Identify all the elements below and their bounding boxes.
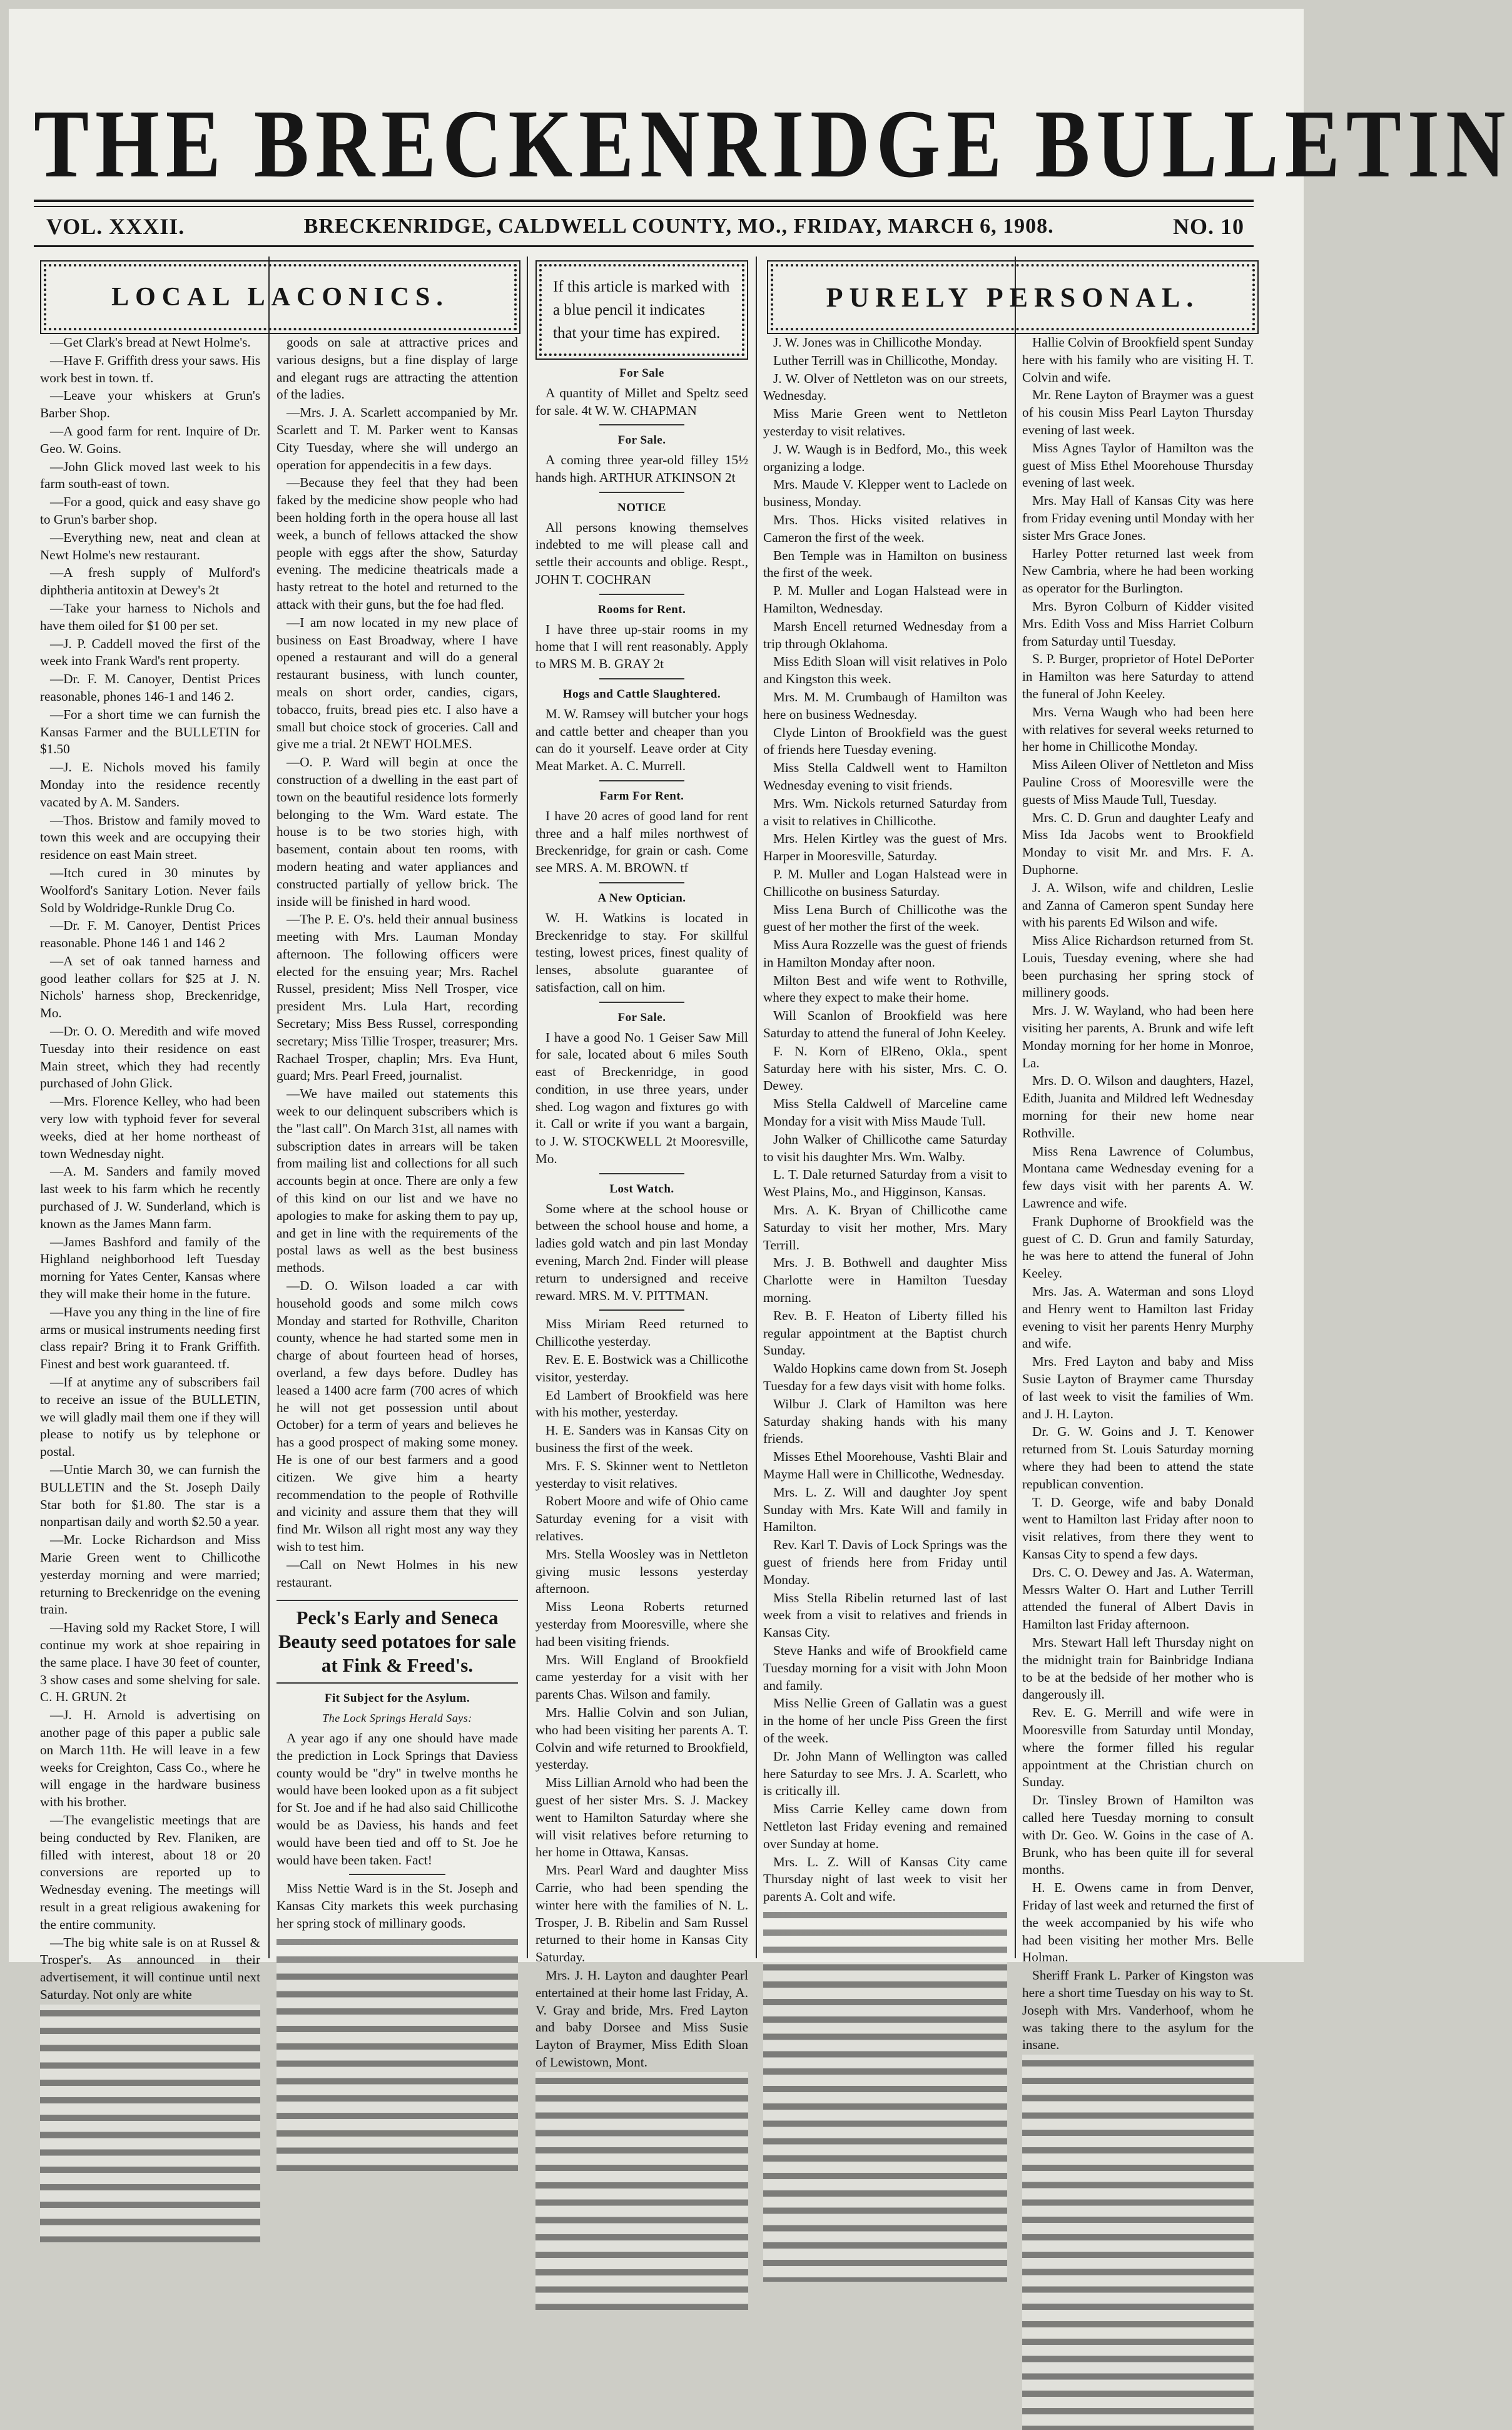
ad-headline: For Sale. [617,1010,666,1024]
potato-advertisement: Peck's Early and Seneca Beauty seed potatoes for sale at Fink & Freed's. [277,1600,518,1684]
news-item: S. P. Burger, proprietor of Hotel DePorter in Hamilton was here Saturday to attend the funeral of John Keeley. [1022,651,1254,701]
article-source: The Lock Springs Herald Says: [322,1712,472,1725]
ad-text: I have three up-stair rooms in my home that I will rent reasonably. Apply to MRS M. B. GRAY 2t [535,621,748,672]
illegible-text-block [763,1906,1007,2282]
news-item: P. M. Muller and Logan Halstead were in Hamilton, Wednesday. [763,583,1007,616]
news-item: —We have mailed out statements this week to our delinquent subscribers which is the "last call". On March 31st, all names with subscription dates in arrears will be taken from mailing list and collections for all such accounts begin at once. There are only a few of this kind on our list and we have no apologies to make for asking them to pay up, and get in line with the requirements of the postal laws as well as the best business methods. [277,1086,518,1276]
ad-text: W. H. Watkins is located in Breckenridge to stay. For skillful testing, lowest prices, finest quality of lenses, absolute guarantee of satisfaction, call on him. [535,910,748,995]
separator-rule [599,678,684,679]
news-item: J. W. Olver of Nettleton was on our streets, Wednesday. [763,370,1007,404]
news-item: Luther Terrill was in Chillicothe, Monday. [773,352,998,368]
news-item: John Walker of Chillicothe came Saturday to visit his daughter Mrs. Wm. Walby. [763,1131,1007,1164]
news-item: Ben Temple was in Hamilton on business the first of the week. [763,547,1007,581]
news-item: Marsh Encell returned Wednesday from a trip through Oklahoma. [763,618,1007,651]
news-item: —Have F. Griffith dress your saws. His work best in town. tf. [40,352,260,385]
masthead-rule [34,206,1254,207]
news-items [277,334,518,1591]
news-item: L. T. Dale returned Saturday from a visit to West Plains, Mo., and Higginson, Kansas. [763,1167,1007,1200]
news-item: —James Bashford and family of the Highland neighborhood left Tuesday morning for Yates Center, Kansas where they will make their home in the future. [40,1234,260,1302]
masthead-rule [34,200,1254,202]
news-item: —The P. E. O's. held their annual business meeting with Mrs. Lauman Monday afternoon. The following officers were elected for the ensuing year; Mrs. Rachel Russel, president; Miss Nell Trosper, vice president Mrs. Lula Hart, recording Secretary; Miss Bess Russel, corresponding secretary; Miss Tillie Trosper, treasurer; Mrs. Rachael Trosper, chaplin; Mrs. Eva Hunt, guard; Mrs. Pearl Freed, journalist. [277,912,518,1084]
news-item: P. M. Muller and Logan Halstead were in Chillicothe on business Saturday. [763,866,1007,899]
ad-headline: For Sale [619,367,664,380]
news-item: Milton Best and wife went to Rothville, where they expect to make their home. [763,972,1007,1005]
ad-headline: Hogs and Cattle Slaughtered. [562,687,721,701]
column-local-1 [40,334,260,2002]
news-item: —For a short time we can furnish the Kansas Farmer and the BULLETIN for $1.50 [40,706,260,757]
subscription-notice-box: If this article is marked with a blue pencil it indicates that your time has expired. [539,264,744,356]
news-item: —Dr. F. M. Canoyer, Dentist Prices reasonable. Phone 146 1 and 146 2 [40,918,260,951]
news-item: —Have you any thing in the line of fire arms or musical instruments needing first class repair? Bring it to Frank Griffith. Finest and best work guaranteed. tf. [40,1304,260,1372]
news-item: —The evangelistic meetings that are being conducted by Rev. Flaniken, are filled with interest, about 18 or 20 conversions are reported up to Wednesday evening. The meetings will result in a great religious awakening for the entire community. [40,1812,260,1932]
news-item: —Mrs. J. A. Scarlett accompanied by Mr. Scarlett and T. M. Parker went to Kansas City Tuesday, where she will undergo an operation for appendecitis in a few days. [277,405,518,472]
separator-rule [599,492,684,493]
news-item: Dr. John Mann of Wellington was called here Saturday to see Mrs. J. A. Scarlett, who is critically ill. [763,1748,1007,1799]
ad-text: I have a good No. 1 Geiser Saw Mill for sale, located about 6 miles South east of Breckenridge, in good condition, in use three years, under shed. Log wagon and fixtures go with it. Call or write if you want a bargain, to J. W. STOCKWELL 2t Mooresville, Mo. [535,1029,748,1167]
news-item: Miss Nettie Ward is in the St. Joseph and Kansas City markets this week purchasing her spring stock of millinary goods. [277,1881,518,1931]
news-item: Misses Ethel Moorehouse, Vashti Blair and Mayme Hall were in Chillicothe, Wednesday. [763,1449,1007,1482]
news-item: Mrs. Pearl Ward and daughter Miss Carrie, who had been spending the winter here with the families of N. L. Trosper, J. B. Ribelin and Sam Russel returned to their home in Kansas City Saturday. [535,1863,748,1965]
news-item: Waldo Hopkins came down from St. Joseph Tuesday for a few days visit with home folks. [763,1361,1007,1394]
news-item: —If at anytime any of subscribers fail to receive an issue of the BULLETIN, we will gladly mail them one if they will please to notify us by telephone or postal. [40,1375,260,1460]
news-item: J. W. Waugh is in Bedford, Mo., this week organizing a lodge. [763,441,1007,474]
separator-rule [599,1309,684,1311]
news-item: —O. P. Ward will begin at once the construction of a dwelling in the east part of town on the beautiful residence lots formerly belonging to the Wm. Ward estate. The house is to be two stories high, with basement, contain about ten rooms, with modern heating and water appliances and constructed partially of yellow brick. The inside will be finished in hard wood. [277,755,518,909]
ad-headline: Farm For Rent. [599,789,684,803]
news-item: —The big white sale is on at Russel & Trosper's. As announced in their advertisement, it will continue until next Saturday. Not only are white [40,1934,260,2002]
separator-rule [599,780,684,781]
news-item: Miss Stella Ribelin returned last of last week from a visit to relatives and friends in Kansas City. [763,1590,1007,1640]
news-item: Mrs. Maude V. Klepper went to Laclede on business, Monday. [763,477,1007,510]
news-item: —Leave your whiskers at Grun's Barber Shop. [40,388,260,421]
column-personal-1 [763,334,1007,1958]
news-item: Mrs. Fred Layton and baby and Miss Susie Layton of Braymer came Thursday of last week to visit the families of Wm. and J. H. Layton. [1022,1354,1254,1421]
illegible-text-block [277,1933,518,2171]
news-items [1022,334,1254,2054]
news-item: Mrs. Wm. Nickols returned Saturday from a visit to relatives in Chillicothe. [763,795,1007,828]
separator-rule [349,1874,445,1875]
ad-text: I have 20 acres of good land for rent three and a half miles northwest of Breckenridge, for grain or cash. Come see MRS. A. M. BROWN. tf [535,808,748,876]
masthead-rule [34,245,1254,247]
ad-headline: For Sale. [617,434,666,447]
news-item: —For a good, quick and easy shave go to Grun's barber shop. [40,494,260,527]
news-item: Miss Edith Sloan will visit relatives in Polo and Kingston this week. [763,654,1007,687]
place-and-date: BRECKENRIDGE, CALDWELL COUNTY, MO., FRIDAY, MARCH 6, 1908. [303,215,1054,238]
news-items [763,334,1007,1906]
news-item: Mrs. A. K. Bryan of Chillicothe came Saturday to visit her mother, Mrs. Mary Terrill. [763,1202,1007,1253]
separator-rule [599,1173,684,1174]
news-item: Mrs. Stella Woosley was in Nettleton giving music lessons yesterday afternoon. [535,1546,748,1597]
news-item: Miss Aileen Oliver of Nettleton and Miss Pauline Cross of Mooresville were the guests of Miss Maude Tull, Tuesday. [1022,757,1254,807]
news-item: H. E. Sanders was in Kansas City on business the first of the week. [535,1423,748,1456]
news-item: Frank Duphorne of Brookfield was the guest of C. D. Grun and family Saturday, he was here to attend the funeral of John Keeley. [1022,1213,1254,1281]
news-item: Mrs. Verna Waugh who had been here with relatives for several weeks returned to her home in Chillicothe Monday. [1022,704,1254,755]
section-heading-text: PURELY PERSONAL. [826,282,1200,313]
news-item: Rev. Karl T. Davis of Lock Springs was the guest of friends here from Friday until Monday. [763,1537,1007,1587]
news-item: Mrs. Helen Kirtley was the guest of Mrs. Harper in Mooresville, Saturday. [763,831,1007,864]
news-item: Miss Lillian Arnold who had been the guest of her sister Mrs. S. J. Mackey went to Hamilton Saturday where she will visit relatives before returning to her home in Ottawa, Kansas. [535,1775,748,1860]
news-item: Rev. E. E. Bostwick was a Chillicothe visitor, yesterday. [535,1352,748,1385]
issue-number: NO. 10 [1173,214,1244,239]
section-heading-text: LOCAL LACONICS. [111,283,449,312]
news-item: —Because they feel that they had been faked by the medicine show people who had been holding forth in the opera house all last week, a bunch of fellows attacked the show people with eggs after the show, Saturday evening. The medicine theatricals made a hasty retreat to the hotel and returned to the attack with their guns, but the foe had fled. [277,475,518,612]
news-item: —Itch cured in 30 minutes by Woolford's Sanitary Lotion. Never fails Sold by Woldridge-Runkle Drug Co. [40,865,260,915]
ad-text: A coming three year-old filley 15½ hands high. ARTHUR ATKINSON 2t [535,452,748,485]
news-item: —J. H. Arnold is advertising on another page of this paper a public sale on March 11th. He will leave in a few weeks for Creighton, Cass Co., where he will engage in the hardware business with his brother. [40,1707,260,1810]
news-items [535,1316,748,2071]
news-item: Mrs. J. B. Bothwell and daughter Miss Charlotte were in Hamilton Tuesday morning. [763,1255,1007,1306]
news-item: Miss Alice Richardson returned from St. Louis, Tuesday evening, where she had been purchasing her spring stock of millinery goods. [1022,933,1254,1000]
news-item: —J. P. Caddell moved the first of the week into Frank Ward's rent property. [40,636,260,669]
column-rule [268,257,270,1958]
news-item: —A. M. Sanders and family moved last week to his farm which he recently purchased of J. W. Sunderland, which is known as the James Mann farm. [40,1164,260,1231]
article-text: A year ago if any one should have made the prediction in Lock Springs that Daviess county would be "dry" in twelve months he would have been looked upon as a fit subject for St. Joe and if he had also said Chillicothe would be as Daviess, his hands and feet would have been tied and off to St. Joe he would have been taken. Fact! [277,1730,518,1868]
ad-text: All persons knowing themselves indebted to me will please call and settle their accounts and oblige. Respt., JOHN T. COCHRAN [535,519,748,587]
column-local-2 [277,334,518,1958]
news-item: Mrs. D. O. Wilson and daughters, Hazel, Edith, Juanita and Mildred left Wednesday morning for their new home near Rothville. [1022,1073,1254,1141]
news-item: Mrs. F. S. Skinner went to Nettleton yesterday to visit relatives. [535,1458,748,1491]
dateline [46,210,1244,243]
news-item: Rev. E. G. Merrill and wife were in Mooresville from Saturday until Monday, where the former filled his regular appointment at the Christian church on Sunday. [1022,1705,1254,1790]
news-item: Steve Hanks and wife of Brookfield came Tuesday morning for a visit with John Moon and family. [763,1642,1007,1693]
separator-rule [599,424,684,425]
column-rule [756,257,757,1958]
news-item: —Having sold my Racket Store, I will continue my work at shoe repairing in the same place. I have 30 feet of counter, 3 show cases and some shelving for sale. C. H. GRUN. 2t [40,1620,260,1705]
separator-rule [599,882,684,883]
illegible-text-block [1022,2055,1254,2430]
news-item: Harley Potter returned last week from New Cambria, where he had been working as operator for the Burlington. [1022,546,1254,596]
news-item: Dr. Tinsley Brown of Hamilton was called here Tuesday morning to consult with Dr. Geo. W. Goins in the case of A. Brunk, who has been quite ill for several months. [1022,1792,1254,1878]
illegible-text-block [535,2072,748,2310]
news-item: Miss Marie Green went to Nettleton yesterday to visit relatives. [763,406,1007,439]
ad-headline: A New Optician. [597,891,686,905]
news-item: Miss Lena Burch of Chillicothe was the guest of her mother the first of the week. [763,902,1007,935]
column-rule [527,257,528,1958]
ad-headline: Rooms for Rent. [597,602,686,616]
news-item: Miss Aura Rozzelle was the guest of friends in Hamilton Monday after noon. [763,937,1007,970]
volume-number: VOL. XXXII. [46,214,185,239]
news-item: Miss Agnes Taylor of Hamilton was the guest of Miss Ethel Moorehouse Thursday evening of last week. [1022,440,1254,491]
section-heading-local-laconics [44,264,517,330]
news-item: J. A. Wilson, wife and children, Leslie and Zanna of Cameron spent Sunday here with his parents Ed Wilson and wife. [1022,880,1254,930]
news-item: Mrs. L. Z. Will of Kansas City came Thursday night of last week to visit her parents A. Colt and wife. [763,1854,1007,1904]
news-items [40,334,260,2004]
news-item: Mrs. L. Z. Will and daughter Joy spent Sunday with Mrs. Kate Will and family in Hamilton. [763,1484,1007,1535]
news-item: —Call on Newt Holmes in his new restaurant. [277,1557,518,1590]
news-item: Miss Leona Roberts returned yesterday from Mooresville, where she had been visiting friends. [535,1599,748,1649]
news-item: goods on sale at attractive prices and various designs, but a fine display of large and elegant rugs are attracting the attention of the ladies. [277,335,518,402]
news-item: —I am now located in my new place of business on East Broadway, where I have opened a restaurant and will do a general restaurant business, with lunch counter, meals on short order, candies, cigars, tobacco, fruits, bread pies etc. I also have a small but choice stock of groceries. Call and give me a trial. 2t NEWT HOLMES. [277,614,518,752]
news-item: Mrs. J. H. Layton and daughter Pearl entertained at their home last Friday, A. V. Gray and bride, Mrs. Fred Layton and baby Dorsee and Miss Susie Layton of Braymer, Miss Edith Sloan of Lewistown, Mont. [535,1967,748,2070]
news-item: Mrs. M. M. Crumbaugh of Hamilton was here on business Wednesday. [763,689,1007,722]
news-item: J. W. Jones was in Chillicothe Monday. [773,335,982,350]
news-item: Mrs. Byron Colburn of Kidder visited Mrs. Edith Voss and Miss Harriet Colburn from Saturday until Tuesday. [1022,598,1254,649]
news-item: Ed Lambert of Brookfield was here with his mother, yesterday. [535,1387,748,1420]
separator-rule [599,594,684,595]
news-item: —A set of oak tanned harness and good leather collars for $25 at J. N. Nichols' harness shop, Breckenridge, Mo. [40,953,260,1021]
news-item: Wilbur J. Clark of Hamilton was here Saturday shaking hands with his many friends. [763,1396,1007,1446]
news-item: Mrs. Stewart Hall left Thursday night on the midnight train for Bainbridge Indiana to be at the bedside of her mother who is dangerously ill. [1022,1634,1254,1702]
news-item: Clyde Linton of Brookfield was the guest of friends here Tuesday evening. [763,724,1007,758]
news-item: Mrs. Thos. Hicks visited relatives in Cameron the first of the week. [763,512,1007,545]
classified-ads [535,365,748,1304]
news-item: Mrs. Hallie Colvin and son Julian, who had been visiting her parents A. T. Colvin and wife returned to Brookfield, yesterday. [535,1704,748,1772]
news-item: —Everything new, neat and clean at Newt Holme's new restaurant. [40,529,260,562]
news-item: —John Glick moved last week to his farm south-east of town. [40,459,260,492]
news-item: Mrs. Jas. A. Waterman and sons Lloyd and Henry went to Hamilton last Friday evening to visit her parents Henry Murphy and wife. [1022,1284,1254,1351]
news-item: —Thos. Bristow and family moved to town this week and are occupying their residence on east Main street. [40,812,260,863]
ad-headline: NOTICE [617,501,666,514]
news-item: Mrs. J. W. Wayland, who had been here visiting her parents, A. Brunk and wife left Monday morning for her home in Monroe, La. [1022,1003,1254,1070]
article-headline: Fit Subject for the Asylum. [324,1692,470,1706]
news-item: —Untie March 30, we can furnish the BULLETIN and the St. Joseph Daily Star both for $1.80. The star is a nonpartisan daily and worth $2.50 a year. [40,1462,260,1530]
news-item: —Dr. F. M. Canoyer, Dentist Prices reasonable, phones 146-1 and 146 2. [40,671,260,704]
news-item: Miss Carrie Kelley came down from Nettleton last Friday evening and remained over Sunday at home. [763,1801,1007,1851]
illegible-text-block [40,2005,260,2242]
news-item: T. D. George, wife and baby Donald went to Hamilton last Friday after noon to visit relatives, from there they went to Kansas City to spend a few days. [1022,1494,1254,1562]
news-item: Sheriff Frank L. Parker of Kingston was here a short time Tuesday on his way to St. Joseph with Mrs. Vanderhoof, whom he was taking there to the asylum for the insane. [1022,1968,1254,2053]
news-item: —J. E. Nichols moved his family Monday into the residence recently vacated by A. M. Sanders. [40,760,260,810]
news-item: —Mrs. Florence Kelley, who had been very low with typhoid fever for several weeks, died at her home northeast of town Wednesday night. [40,1094,260,1161]
ad-text: Some where at the school house or between the school house and home, a ladies gold watch and pin last Monday evening, March 2nd. Finder will please return to undersigned and receive reward. MRS. M. V. PITTMAN. [535,1201,748,1303]
column-notices [535,257,748,2070]
column-rule [1015,257,1016,1958]
ad-headline: Lost Watch. [609,1182,674,1196]
news-item: H. E. Owens came in from Denver, Friday of last week and returned the first of the week accompanied by his wife who had been visiting her mother Mrs. Belle Holman. [1022,1880,1254,1965]
news-item: Drs. C. O. Dewey and Jas. A. Waterman, Messrs Walter O. Hart and Luther Terrill attended the funeral of Albert Davis in Hamilton last Friday afternoon. [1022,1564,1254,1632]
news-item: —Dr. O. O. Meredith and wife moved Tuesday into their residence on east Main street, which they had recently purchased of John Glick. [40,1024,260,1091]
section-heading-purely-personal [771,264,1255,330]
news-item: Miss Nellie Green of Gallatin was a guest in the home of her uncle Piss Green the first of the week. [763,1695,1007,1746]
masthead-title: THE BRECKENRIDGE BULLETIN [34,89,1512,198]
news-item: Mrs. May Hall of Kansas City was here from Friday evening until Monday with her sister Mrs Grace Jones. [1022,493,1254,543]
column-personal-2 [1022,334,1254,2053]
news-item: Will Scanlon of Brookfield was here Saturday to attend the funeral of John Keeley. [763,1008,1007,1041]
news-item: Robert Moore and wife of Ohio came Saturday evening for a visit with relatives. [535,1493,748,1544]
news-item: —Mr. Locke Richardson and Miss Marie Green went to Chillicothe yesterday morning and were married; returning to Breckenridge on the evening train. [40,1532,260,1617]
ad-text: M. W. Ramsey will butcher your hogs and cattle better and cheaper than you can do it yourself. Leave order at City Meat Market. A. C. Murrell. [535,706,748,774]
newspaper-page [9,9,1512,2070]
news-item: Miss Rena Lawrence of Columbus, Montana came Wednesday evening for a few days visit with her parents A. W. Lawrence and wife. [1022,1143,1254,1211]
news-item: Miss Stella Caldwell went to Hamilton Wednesday evening to visit friends. [763,760,1007,793]
news-item: Mr. Rene Layton of Braymer was a guest of his cousin Miss Pearl Layton Thursday evening of last week. [1022,387,1254,437]
news-item: —Take your harness to Nichols and have them oiled for $1 00 per set. [40,600,260,633]
news-item: Miss Stella Caldwell of Marceline came Monday for a visit with Miss Maude Tull. [763,1096,1007,1129]
news-item: —A fresh supply of Mulford's diphtheria antitoxin at Dewey's 2t [40,565,260,598]
separator-rule [599,1002,684,1003]
news-item: —Get Clark's bread at Newt Holme's. [50,335,251,350]
news-item: Dr. G. W. Goins and J. T. Kenower returned from St. Louis Saturday morning where they had been to attend the state republican convention. [1022,1424,1254,1492]
ad-text: A quantity of Millet and Speltz seed for sale. 4t W. W. CHAPMAN [535,385,748,418]
news-item: —A good farm for rent. Inquire of Dr. Geo. W. Goins. [40,423,260,456]
news-item: Miss Miriam Reed returned to Chillicothe yesterday. [535,1316,748,1350]
news-item: —D. O. Wilson loaded a car with household goods and some milch cows Monday and started for Rothville, Chariton county, whence he had started some men in charge of about fourteen head of horses, overland, a few days before. Dudley has leased a 1400 acre farm (700 acres of which he will not get possession until about October) for a term of years and believes he has a good prospect of making some money. He is one of our best farmers and a good citizen. We give him a hearty recommendation to the people of Rothville and vicinity and assure them that they will find Mr. Wilson all right most any way they wish to test him. [277,1278,518,1554]
news-item: Mrs. Will England of Brookfield came yesterday for a visit with her parents Chas. Wilson and family. [535,1652,748,1702]
news-item: F. N. Korn of ElReno, Okla., spent Saturday here with his sister, Mrs. C. O. Dewey. [763,1043,1007,1094]
news-item: Rev. B. F. Heaton of Liberty filled his regular appointment at the Baptist church Sunday. [763,1308,1007,1358]
news-item: Mrs. C. D. Grun and daughter Leafy and Miss Ida Jacobs went to Brookfield Monday to visit Mr. and Mrs. F. A. Duphorne. [1022,810,1254,877]
news-item: Hallie Colvin of Brookfield spent Sunday here with his family who are visiting H. T. Colvin and wife. [1022,335,1254,385]
